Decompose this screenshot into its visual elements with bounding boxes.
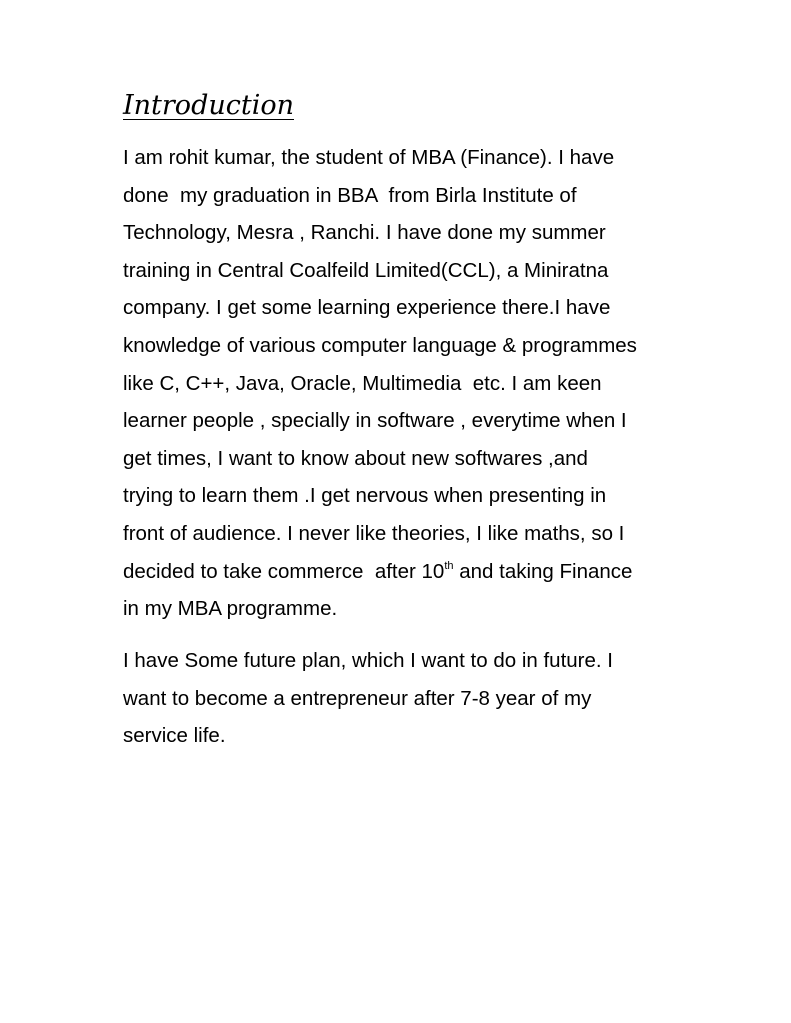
paragraph-line: trying to learn them .I get nervous when presenting in [123, 484, 607, 508]
paragraph-line: training in Central Coalfeild Limited(CCL), a Miniratna [123, 258, 609, 282]
paragraph-line: front of audience. I never like theories, I like maths, so I [123, 521, 625, 545]
paragraph-line: service life. [123, 724, 226, 748]
future-plan-paragraph [123, 642, 613, 755]
paragraph-line: in my MBA programme. [123, 597, 338, 621]
paragraph-line: done my graduation in BBA from Birla Institute of [123, 183, 577, 207]
line-text-after: and taking Finance [453, 559, 633, 583]
paragraph-line: company. I get some learning experience there.I have [123, 296, 611, 320]
paragraph-line: I am rohit kumar, the student of MBA (Finance). I have [123, 146, 615, 169]
paragraph-line: want to become a entrepreneur after 7-8 year of my [123, 686, 592, 710]
paragraph-line: learner people , specially in software , everytime when I [123, 409, 627, 433]
paragraph-line: I have Some future plan, which I want to do in future. I [123, 649, 613, 672]
ordinal-superscript: th [444, 559, 454, 572]
paragraph-line: Technology, Mesra , Ranchi. I have done my summer [123, 221, 606, 245]
paragraph-line: like C, C++, Java, Oracle, Multimedia etc. I am keen [123, 371, 602, 395]
paragraph-line: get times, I want to know about new softwares ,and [123, 446, 588, 470]
line-text-before: decided to take commerce after 10 [123, 559, 445, 583]
page-heading: Introduction [123, 90, 294, 121]
paragraph-line: knowledge of various computer language & programmes [123, 333, 637, 357]
paragraph-line-with-superscript [123, 553, 637, 591]
intro-paragraph [123, 139, 637, 628]
